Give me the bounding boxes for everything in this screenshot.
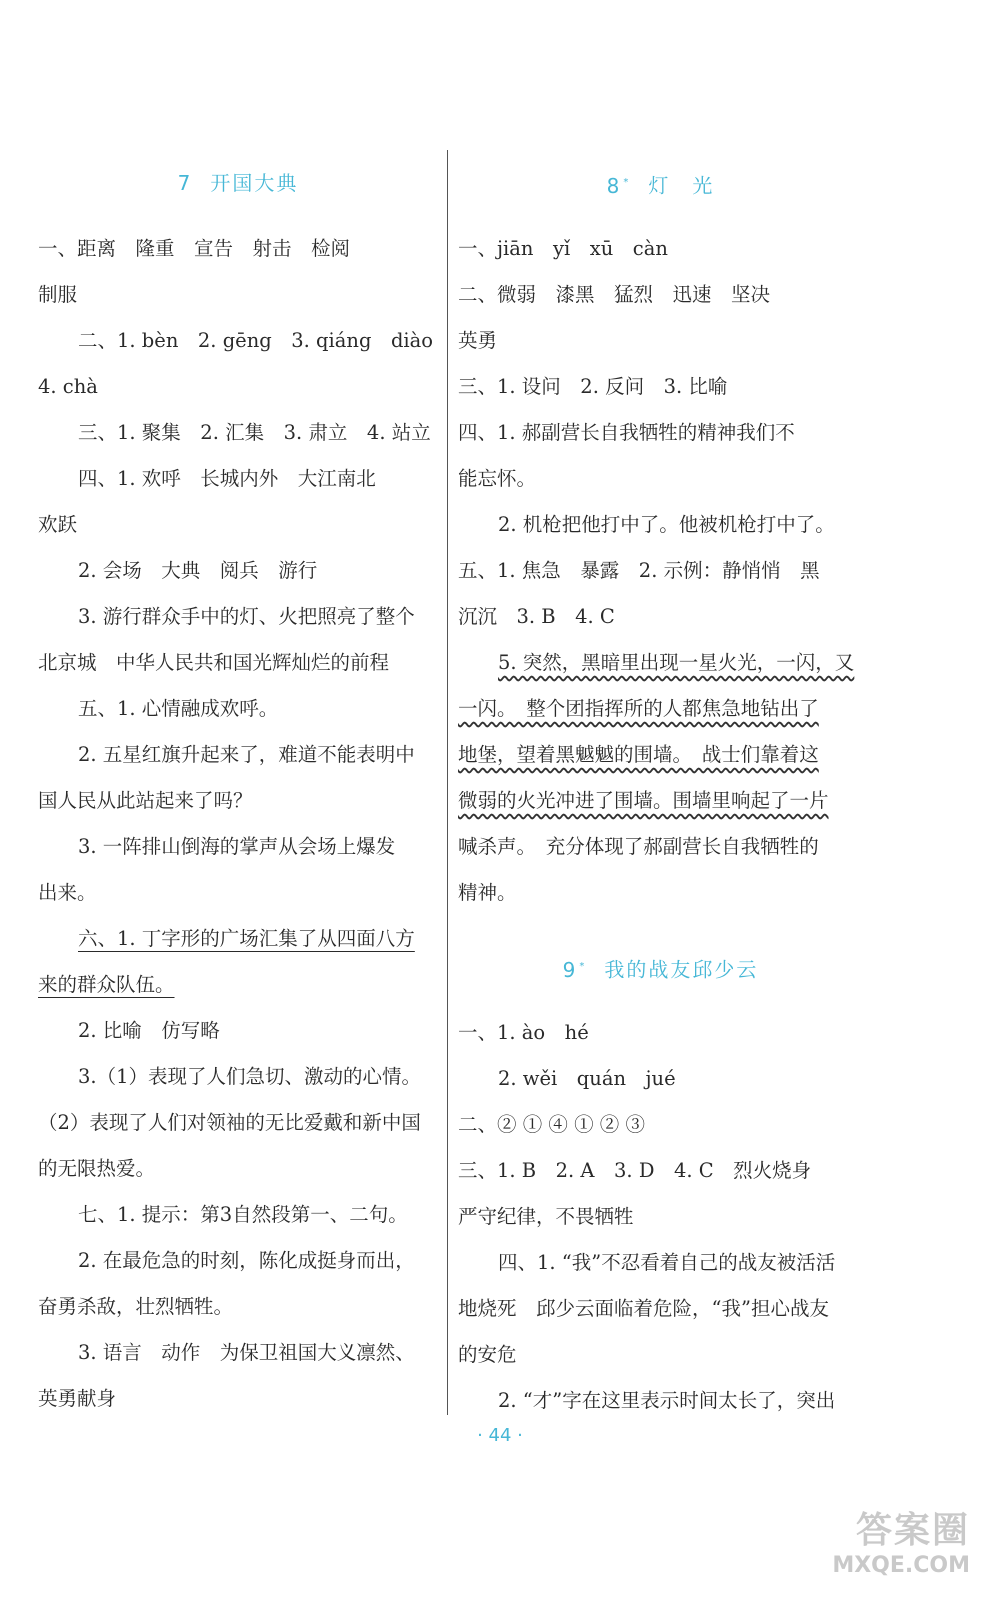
section-number: 8 *	[606, 173, 631, 198]
answer-line: 五、1. 心情融成欢呼。	[78, 697, 279, 720]
section-title: 灯 光	[648, 173, 715, 198]
section-number: 7	[177, 171, 193, 195]
answer-line: 欢跃	[38, 513, 78, 536]
answer-line: 3. 语言 动作 为保卫祖国大义凛然、	[78, 1341, 415, 1364]
answer-line: 严守纪律，不畏牺牲	[458, 1205, 634, 1228]
answer-line: 三、1. B 2. A 3. D 4. C 烈火烧身	[458, 1159, 812, 1182]
answer-line: 3. 一阵排山倒海的掌声从会场上爆发	[78, 835, 396, 858]
column-divider	[447, 150, 448, 1415]
answer-line: 2. 在最危急的时刻，陈化成挺身而出，	[78, 1249, 415, 1272]
answer-line: 英勇献身	[38, 1387, 117, 1410]
answer-line: 2. 会场 大典 阅兵 游行	[78, 559, 318, 582]
page-number: · 44 ·	[477, 1425, 523, 1446]
answer-line: 2. wěi quán jué	[498, 1067, 676, 1090]
answer-line-wavy: 一闪。 整个团指挥所的人都焦急地钻出了	[458, 697, 819, 720]
answer-line: 能忘怀。	[458, 467, 537, 490]
answer-line: 的安危	[458, 1343, 517, 1366]
answer-line: 四、1. 郝副营长自我牺牲的精神我们不	[458, 421, 795, 444]
section-8-heading	[458, 160, 863, 206]
answer-line: 沉沉 3. B 4. C	[458, 605, 615, 628]
answer-line: 4. chà	[38, 375, 98, 398]
answer-line: 一、1. ào hé	[458, 1021, 589, 1044]
answer-line-wavy: 微弱的火光冲进了围墙。围墙里响起了一片	[458, 789, 829, 812]
answer-line: 3. 游行群众手中的灯、火把照亮了整个	[78, 605, 415, 628]
answer-line: 三、1. 设问 2. 反问 3. 比喻	[458, 375, 728, 398]
answer-line: 二、② ① ④ ① ② ③	[458, 1113, 645, 1136]
answer-line: 英勇	[458, 329, 498, 352]
answer-line: 二、微弱 漆黑 猛烈 迅速 坚决	[458, 283, 771, 306]
answer-line: 喊杀声。 充分体现了郝副营长自我牺牲的	[458, 835, 819, 858]
answer-line: 七、1. 提示：第3自然段第一、二句。	[78, 1203, 408, 1226]
answer-line: 地烧死 邱少云面临着危险，“我”担心战友	[458, 1297, 829, 1320]
answer-line: 精神。	[458, 881, 517, 904]
watermark-text: 答案圈	[855, 1510, 970, 1551]
section-title: 开国大典	[210, 171, 299, 195]
section-9-heading	[458, 944, 863, 990]
answer-line: 四、1. 欢呼 长城内外 大江南北	[78, 467, 376, 490]
answer-line-wavy: 5. 突然，黑暗里出现一星火光，一闪，又	[498, 651, 855, 674]
answer-line: 一、距离 隆重 宣告 射击 检阅	[38, 237, 351, 260]
answer-line: 2. 五星红旗升起来了，难道不能表明中	[78, 743, 415, 766]
section-title: 我的战友邱少云	[604, 957, 759, 982]
answer-line: 三、1. 聚集 2. 汇集 3. 肃立 4. 站立	[78, 421, 431, 444]
section-number: 9 *	[562, 957, 587, 982]
section-7-heading	[38, 160, 438, 206]
answer-line: 一、jiān yǐ xū càn	[458, 237, 668, 260]
answer-line: 2. 机枪把他打中了。他被机枪打中了。	[498, 513, 835, 536]
answer-line: 3.（1）表现了人们急切、激动的心情。	[78, 1065, 422, 1088]
answer-line: （2）表现了人们对领袖的无比爱戴和新中国	[38, 1111, 421, 1134]
answer-line: 四、1. “我”不忍看着自己的战友被活活	[498, 1251, 836, 1274]
answer-line: 北京城 中华人民共和国光辉灿烂的前程	[38, 651, 390, 674]
answer-line-wavy: 地堡，望着黑魆魆的围墙。 战士们靠着这	[458, 743, 819, 766]
watermark-url: MXQE.COM	[832, 1553, 970, 1578]
watermark-logo	[810, 1502, 970, 1592]
answer-line: 奋勇杀敌，壮烈牺牲。	[38, 1295, 234, 1318]
answer-line: 国人民从此站起来了吗？	[38, 789, 253, 812]
section-gap	[458, 916, 863, 944]
answer-line: 的无限热爱。	[38, 1157, 156, 1180]
answer-line: 2. “才”字在这里表示时间太长了，突出	[498, 1389, 836, 1412]
answer-line-underlined: 六、1. 丁字形的广场汇集了从四面八方	[78, 927, 415, 950]
answer-line: 出来。	[38, 881, 97, 904]
answer-line: 制服	[38, 283, 78, 306]
answer-line: 二、1. bèn 2. gēng 3. qiáng diào	[78, 329, 434, 352]
left-column	[38, 160, 438, 1422]
answer-line: 2. 比喻 仿写略	[78, 1019, 220, 1042]
right-column	[458, 160, 863, 1424]
answer-line: 五、1. 焦急 暴露 2. 示例：静悄悄 黑	[458, 559, 820, 582]
answer-line-underlined: 来的群众队伍。	[38, 973, 175, 996]
